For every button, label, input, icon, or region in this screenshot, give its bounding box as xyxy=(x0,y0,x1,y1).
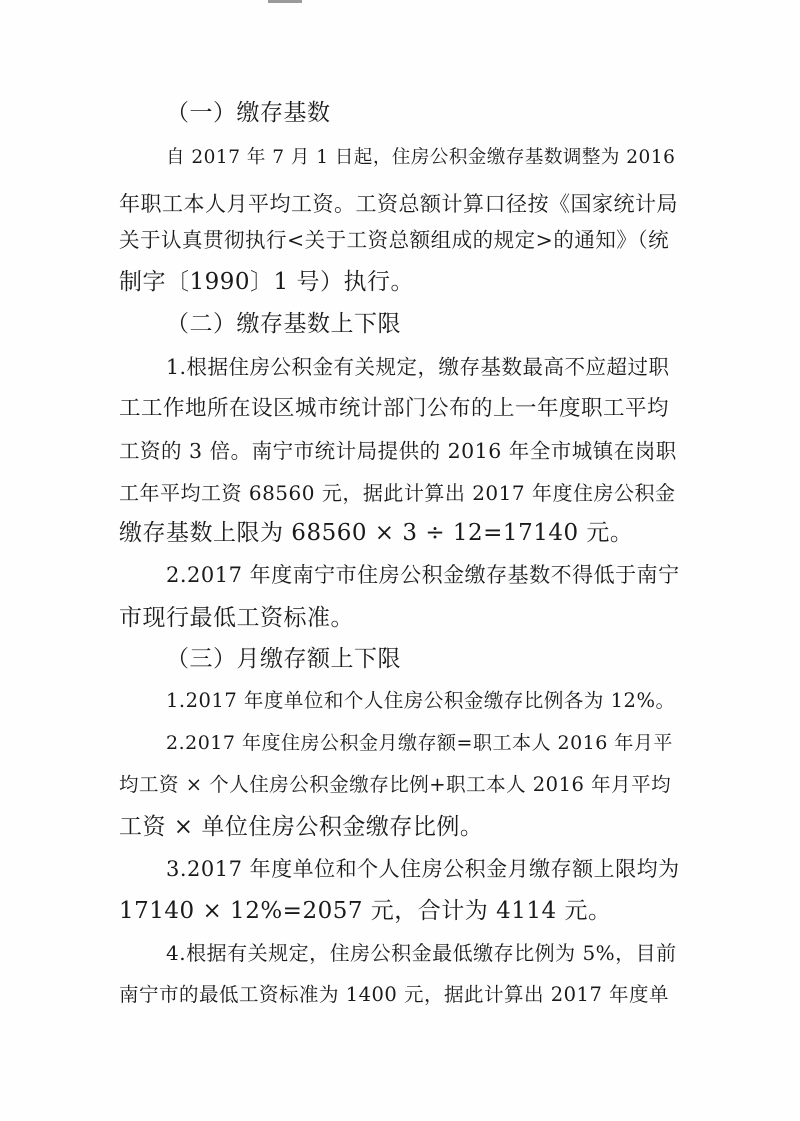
paragraph-line: 工年平均工资 68560 元，据此计算出 2017 年度住房公积金 xyxy=(119,481,676,505)
paragraph-line: 4.根据有关规定，住房公积金最低缴存比例为 5%，目前 xyxy=(166,941,677,965)
section-heading: （二）缴存基数上下限 xyxy=(166,311,401,337)
paragraph-line: 2.2017 年度南宁市住房公积金缴存基数不得低于南宁 xyxy=(166,563,680,587)
paragraph-line: 2.2017 年度住房公积金月缴存额=职工本人 2016 年月平 xyxy=(166,732,673,754)
paragraph-line: 3.2017 年度单位和个人住房公积金月缴存额上限均为 xyxy=(166,857,680,881)
paragraph-line: 关于认真贯彻执行<关于工资总额组成的规定>的通知》（统 xyxy=(119,228,670,252)
paragraph-line: 南宁市的最低工资标准为 1400 元，据此计算出 2017 年度单 xyxy=(119,983,670,1006)
section-heading: （三）月缴存额上下限 xyxy=(166,646,401,672)
paragraph-line: 工资的 3 倍。南宁市统计局提供的 2016 年全市城镇在岗职 xyxy=(119,439,677,463)
paragraph-line: 缴存基数上限为 68560 × 3 ÷ 12=17140 元。 xyxy=(119,520,634,546)
paragraph-line: 1.根据住房公积金有关规定，缴存基数最高不应超过职 xyxy=(166,355,670,379)
paragraph-line: 市现行最低工资标准。 xyxy=(119,605,354,631)
paragraph-line: 工资 × 单位住房公积金缴存比例。 xyxy=(119,814,484,840)
paragraph-line: 1.2017 年度单位和个人住房公积金缴存比例各为 12%。 xyxy=(166,689,676,712)
page-edge-mark xyxy=(268,0,302,3)
paragraph-line: 自 2017 年 7 月 1 日起，住房公积金缴存基数调整为 2016 xyxy=(166,147,676,168)
paragraph-line: 工工作地所在设区城市统计部门公布的上一年度职工平均 xyxy=(119,396,670,421)
paragraph-line: 制字〔1990〕1 号）执行。 xyxy=(119,269,414,295)
paragraph-line: 均工资 × 个人住房公积金缴存比例+职工本人 2016 年月平均 xyxy=(119,773,672,796)
paragraph-line: 年职工本人月平均工资。工资总额计算口径按《国家统计局 xyxy=(119,192,678,216)
section-heading: （一）缴存基数 xyxy=(166,100,331,126)
paragraph-line: 17140 × 12%=2057 元，合计为 4114 元。 xyxy=(119,898,612,924)
